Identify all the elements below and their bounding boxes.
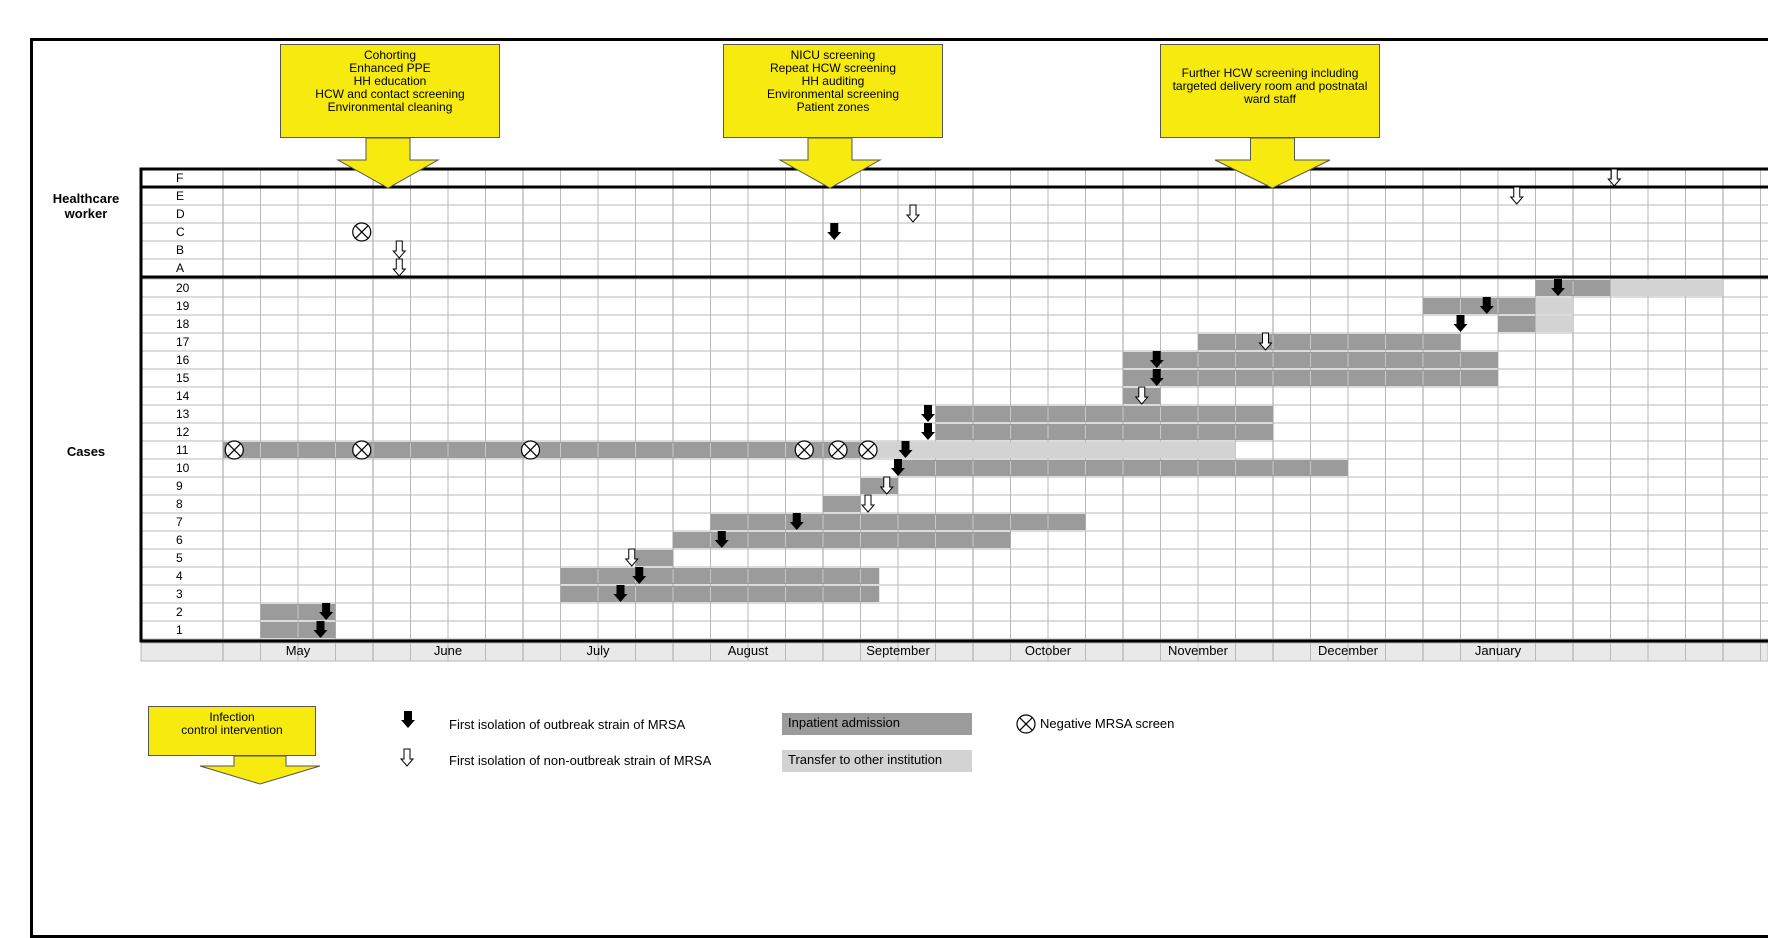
row-label-17: 17 — [176, 335, 190, 349]
transfer-bar — [1536, 298, 1574, 314]
non-outbreak-arrow-icon — [907, 205, 919, 222]
inpatient-bar — [636, 550, 674, 566]
outbreak-arrow-icon — [827, 223, 841, 240]
row-label-E: E — [176, 189, 185, 203]
row-label-10: 10 — [176, 461, 190, 475]
callout-1-line-1: Cohorting — [363, 48, 417, 62]
non-outbreak-arrow-icon — [393, 241, 405, 258]
row-label-1: 1 — [176, 623, 183, 637]
month-label-june: June — [433, 643, 463, 658]
row-label-3: 3 — [176, 587, 183, 601]
non-outbreak-arrow-icon — [1511, 187, 1523, 204]
month-label-may: May — [285, 643, 311, 658]
row-label-16: 16 — [176, 353, 190, 367]
callout-1-line-3: HH education — [353, 74, 427, 88]
row-label-11: 11 — [176, 443, 189, 457]
callout-2-line-3: HH auditing — [801, 74, 865, 88]
callout-2-line-1: NICU screening — [790, 48, 876, 62]
legend-intervention-line-1: Infection — [209, 710, 255, 724]
legend-non-outbreak-arrow-icon — [401, 749, 413, 766]
legend-non-outbreak-text: First isolation of non-outbreak strain of MRSA — [449, 753, 712, 768]
row-label-8: 8 — [176, 497, 183, 511]
row-label-2: 2 — [176, 605, 183, 619]
legend-outbreak-text: First isolation of outbreak strain of MRSA — [449, 717, 686, 732]
row-label-F: F — [176, 171, 184, 185]
month-label-october: October — [1024, 643, 1072, 658]
transfer-bar — [861, 442, 1236, 458]
inpatient-bar — [861, 478, 899, 494]
month-label-november: November — [1168, 643, 1228, 658]
callout-2-line-5: Patient zones — [796, 100, 870, 114]
month-label-august: August — [727, 643, 769, 658]
row-label-19: 19 — [176, 299, 190, 313]
legend-intervention-arrow — [200, 756, 320, 784]
inpatient-bar — [936, 424, 1274, 440]
legend-inpatient-swatch — [782, 713, 972, 735]
row-label-4: 4 — [176, 569, 183, 583]
month-label-december: December — [1318, 643, 1378, 658]
row-label-13: 13 — [176, 407, 190, 421]
legend-intervention-line-2: control intervention — [181, 723, 283, 737]
inpatient-bar — [936, 406, 1274, 422]
transfer-bar — [1611, 280, 1724, 296]
cases-label: Cases — [66, 444, 106, 459]
inpatient-bar — [1423, 298, 1536, 314]
row-label-5: 5 — [176, 551, 183, 565]
legend-inpatient-text: Inpatient admission — [788, 715, 901, 730]
outbreak-arrow-icon — [1454, 315, 1468, 332]
callout-3-line-3: ward staff — [1244, 92, 1296, 106]
callout-3-line-1: Further HCW screening including — [1181, 66, 1359, 80]
legend-transfer-text: Transfer to other institution — [788, 752, 943, 767]
row-label-7: 7 — [176, 515, 183, 529]
month-label-july: July — [586, 643, 610, 658]
inpatient-bar — [823, 496, 861, 512]
callout-arrow-3 — [1215, 138, 1330, 188]
inpatient-bar — [1198, 334, 1461, 350]
legend-outbreak-arrow-icon — [401, 711, 415, 728]
row-label-15: 15 — [176, 371, 190, 385]
row-label-C: C — [176, 225, 185, 239]
inpatient-bar — [561, 586, 880, 602]
healthcare-worker-label-text: Healthcare worker — [52, 191, 120, 221]
row-label-14: 14 — [176, 389, 190, 403]
row-label-6: 6 — [176, 533, 183, 547]
callout-1-line-4: HCW and contact screening — [315, 87, 465, 101]
callout-2-line-4: Environmental screening — [766, 87, 900, 101]
row-label-A: A — [176, 261, 185, 275]
legend-negative-text: Negative MRSA screen — [1040, 716, 1175, 731]
outbreak-arrow-icon — [921, 405, 935, 422]
month-label-january: January — [1474, 643, 1522, 658]
outbreak-arrow-icon — [921, 423, 935, 440]
row-label-D: D — [176, 207, 185, 221]
row-label-18: 18 — [176, 317, 190, 331]
legend-transfer-swatch — [782, 750, 972, 772]
inpatient-bar — [1498, 316, 1536, 332]
row-label-9: 9 — [176, 479, 183, 493]
callout-arrow-2 — [780, 138, 880, 188]
callout-1-line-2: Enhanced PPE — [349, 61, 431, 75]
month-label-september: September — [866, 643, 930, 658]
non-outbreak-arrow-icon — [393, 259, 405, 276]
callout-2-line-2: Repeat HCW screening — [769, 61, 897, 75]
inpatient-bar — [223, 442, 861, 458]
transfer-bar — [1536, 316, 1574, 332]
callout-3-line-2: targeted delivery room and postnatal — [1172, 79, 1368, 93]
row-label-B: B — [176, 243, 185, 257]
row-label-12: 12 — [176, 425, 190, 439]
callout-1-line-5: Environmental cleaning — [327, 100, 453, 114]
legend-intervention-box — [148, 706, 316, 756]
non-outbreak-arrow-icon — [862, 495, 874, 512]
row-label-20: 20 — [176, 281, 190, 295]
callout-arrow-1 — [338, 138, 438, 188]
inpatient-bar — [561, 568, 880, 584]
